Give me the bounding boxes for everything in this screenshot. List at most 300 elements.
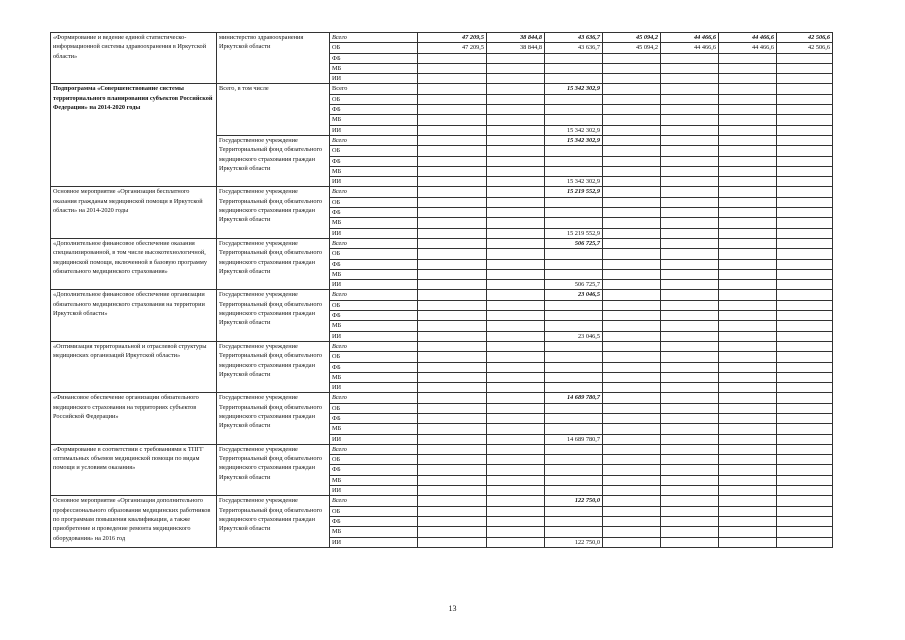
- amount-cell: 44 466,6: [661, 33, 719, 43]
- amount-cell: [777, 187, 833, 197]
- amount-cell: [777, 177, 833, 187]
- amount-cell: [545, 403, 603, 413]
- executor-cell: Государственное учреждение Территориальный фонд обязательного медицинского страхования граждан Иркутской области: [217, 290, 330, 341]
- funding-source-label: ИИ: [330, 228, 418, 238]
- amount-cell: [418, 228, 487, 238]
- amount-cell: [418, 63, 487, 73]
- funding-source-label: ОБ: [330, 94, 418, 104]
- funding-source-label: ФБ: [330, 516, 418, 526]
- amount-cell: [719, 280, 777, 290]
- amount-cell: [418, 259, 487, 269]
- amount-cell: [487, 208, 545, 218]
- page-number: 13: [448, 604, 457, 613]
- amount-cell: 45 094,2: [603, 33, 661, 43]
- amount-cell: [661, 146, 719, 156]
- amount-cell: [777, 341, 833, 351]
- amount-cell: [545, 352, 603, 362]
- table-row: [51, 84, 833, 94]
- amount-cell: [418, 125, 487, 135]
- amount-cell: [418, 269, 487, 279]
- amount-cell: [719, 496, 777, 506]
- amount-cell: [719, 506, 777, 516]
- amount-cell: 14 689 780,7: [545, 393, 603, 403]
- amount-cell: [777, 300, 833, 310]
- amount-cell: [418, 74, 487, 84]
- funding-source-label: Всего: [330, 33, 418, 43]
- amount-cell: [418, 249, 487, 259]
- funding-source-label: ИИ: [330, 434, 418, 444]
- amount-cell: [545, 516, 603, 526]
- amount-cell: [661, 208, 719, 218]
- amount-cell: [487, 506, 545, 516]
- amount-cell: [603, 331, 661, 341]
- amount-cell: [418, 486, 487, 496]
- amount-cell: [487, 475, 545, 485]
- funding-source-label: ИИ: [330, 383, 418, 393]
- amount-cell: [545, 424, 603, 434]
- amount-cell: [661, 135, 719, 145]
- table-row: [51, 187, 833, 197]
- amount-cell: [719, 249, 777, 259]
- funding-source-label: Всего: [330, 135, 418, 145]
- amount-cell: [719, 352, 777, 362]
- amount-cell: [777, 434, 833, 444]
- amount-cell: [719, 259, 777, 269]
- funding-source-label: ИИ: [330, 280, 418, 290]
- amount-cell: [777, 537, 833, 547]
- amount-cell: [603, 444, 661, 454]
- amount-cell: [661, 259, 719, 269]
- amount-cell: [487, 465, 545, 475]
- amount-cell: [418, 115, 487, 125]
- amount-cell: [661, 383, 719, 393]
- amount-cell: [603, 424, 661, 434]
- amount-cell: [487, 321, 545, 331]
- amount-cell: 43 636,7: [545, 33, 603, 43]
- amount-cell: 506 725,7: [545, 280, 603, 290]
- amount-cell: [661, 413, 719, 423]
- amount-cell: [777, 115, 833, 125]
- amount-cell: [777, 218, 833, 228]
- amount-cell: [487, 228, 545, 238]
- amount-cell: [487, 84, 545, 94]
- executor-cell: Государственное учреждение Территориальный фонд обязательного медицинского страхования граждан Иркутской области: [217, 238, 330, 289]
- amount-cell: [545, 506, 603, 516]
- amount-cell: [418, 393, 487, 403]
- amount-cell: [545, 115, 603, 125]
- amount-cell: [777, 506, 833, 516]
- funding-source-label: Всего: [330, 444, 418, 454]
- amount-cell: [719, 146, 777, 156]
- amount-cell: [603, 434, 661, 444]
- amount-cell: [603, 280, 661, 290]
- funding-source-label: ОБ: [330, 197, 418, 207]
- funding-source-label: ИИ: [330, 177, 418, 187]
- amount-cell: [487, 53, 545, 63]
- funding-source-label: ФБ: [330, 259, 418, 269]
- amount-cell: [661, 290, 719, 300]
- amount-cell: [603, 177, 661, 187]
- amount-cell: [719, 156, 777, 166]
- amount-cell: [777, 135, 833, 145]
- amount-cell: [777, 197, 833, 207]
- amount-cell: [418, 506, 487, 516]
- amount-cell: [418, 372, 487, 382]
- amount-cell: [418, 341, 487, 351]
- amount-cell: [545, 218, 603, 228]
- amount-cell: [719, 403, 777, 413]
- amount-cell: [418, 475, 487, 485]
- amount-cell: [719, 74, 777, 84]
- amount-cell: [777, 269, 833, 279]
- amount-cell: 38 844,8: [487, 33, 545, 43]
- amount-cell: [719, 516, 777, 526]
- amount-cell: [777, 413, 833, 423]
- funding-source-label: ОБ: [330, 506, 418, 516]
- amount-cell: [777, 527, 833, 537]
- amount-cell: [661, 506, 719, 516]
- funding-source-label: Всего: [330, 84, 418, 94]
- measure-name: «Финансовое обеспечение организации обязательного медицинского страхования на территориях субъектов Российской Федерации»: [51, 393, 217, 444]
- amount-cell: [603, 53, 661, 63]
- amount-cell: [719, 269, 777, 279]
- amount-cell: [603, 166, 661, 176]
- amount-cell: [603, 228, 661, 238]
- amount-cell: [603, 156, 661, 166]
- amount-cell: [545, 63, 603, 73]
- amount-cell: [603, 506, 661, 516]
- amount-cell: 15 342 302,9: [545, 177, 603, 187]
- amount-cell: [719, 300, 777, 310]
- amount-cell: 15 342 302,9: [545, 135, 603, 145]
- amount-cell: [603, 105, 661, 115]
- amount-cell: [777, 53, 833, 63]
- amount-cell: [661, 455, 719, 465]
- amount-cell: [777, 362, 833, 372]
- amount-cell: [603, 321, 661, 331]
- amount-cell: [545, 486, 603, 496]
- amount-cell: [418, 383, 487, 393]
- amount-cell: [777, 516, 833, 526]
- amount-cell: [661, 280, 719, 290]
- amount-cell: [603, 393, 661, 403]
- funding-source-label: ФБ: [330, 208, 418, 218]
- amount-cell: [661, 527, 719, 537]
- amount-cell: 15 342 302,9: [545, 84, 603, 94]
- funding-source-label: МБ: [330, 321, 418, 331]
- funding-source-label: ОБ: [330, 146, 418, 156]
- amount-cell: [603, 290, 661, 300]
- amount-cell: [777, 486, 833, 496]
- amount-cell: [545, 197, 603, 207]
- amount-cell: [545, 166, 603, 176]
- amount-cell: [719, 177, 777, 187]
- table-row: [51, 33, 833, 43]
- amount-cell: [777, 424, 833, 434]
- measure-name: Подпрограмма «Совершенствование системы территориального планирования субъектов Российской Федерации» на 2014-2020 годы: [51, 84, 217, 187]
- amount-cell: [487, 413, 545, 423]
- funding-source-label: Всего: [330, 187, 418, 197]
- amount-cell: [661, 218, 719, 228]
- amount-cell: [661, 403, 719, 413]
- amount-cell: [545, 362, 603, 372]
- amount-cell: [719, 208, 777, 218]
- amount-cell: [603, 146, 661, 156]
- amount-cell: [661, 269, 719, 279]
- amount-cell: [603, 413, 661, 423]
- amount-cell: [603, 74, 661, 84]
- amount-cell: [719, 444, 777, 454]
- amount-cell: [719, 115, 777, 125]
- executor-cell: Государственное учреждение Территориальный фонд обязательного медицинского страхования граждан Иркутской области: [217, 341, 330, 392]
- amount-cell: [719, 362, 777, 372]
- amount-cell: [487, 527, 545, 537]
- amount-cell: 23 046,5: [545, 290, 603, 300]
- amount-cell: [661, 105, 719, 115]
- funding-source-label: ИИ: [330, 125, 418, 135]
- amount-cell: [719, 331, 777, 341]
- measure-name: «Оптимизация территориальной и отраслевой структуры медицинских организаций Иркутской области»: [51, 341, 217, 392]
- amount-cell: 15 342 302,9: [545, 125, 603, 135]
- amount-cell: [545, 105, 603, 115]
- amount-cell: [661, 311, 719, 321]
- amount-cell: 122 750,0: [545, 537, 603, 547]
- amount-cell: [661, 166, 719, 176]
- funding-source-label: ОБ: [330, 249, 418, 259]
- amount-cell: [661, 84, 719, 94]
- amount-cell: [487, 496, 545, 506]
- amount-cell: [777, 259, 833, 269]
- funding-source-label: ОБ: [330, 300, 418, 310]
- funding-source-label: ИИ: [330, 537, 418, 547]
- amount-cell: [487, 434, 545, 444]
- executor-cell: Государственное учреждение Территориальный фонд обязательного медицинского страхования граждан Иркутской области: [217, 393, 330, 444]
- amount-cell: [777, 208, 833, 218]
- amount-cell: [545, 156, 603, 166]
- amount-cell: [487, 135, 545, 145]
- amount-cell: [661, 424, 719, 434]
- amount-cell: [487, 383, 545, 393]
- amount-cell: [777, 94, 833, 104]
- amount-cell: [777, 393, 833, 403]
- amount-cell: 122 750,0: [545, 496, 603, 506]
- amount-cell: [661, 341, 719, 351]
- amount-cell: [719, 537, 777, 547]
- amount-cell: [719, 311, 777, 321]
- amount-cell: [603, 362, 661, 372]
- amount-cell: [487, 280, 545, 290]
- measure-name: Основное мероприятие «Организация дополнительного профессионального образования медицинских работников по программам повышения квалификации, а также приобретение и проведение ремонта медицинского оборудования» на 2016 год: [51, 496, 217, 547]
- funding-source-label: Всего: [330, 341, 418, 351]
- amount-cell: [661, 94, 719, 104]
- amount-cell: [719, 475, 777, 485]
- amount-cell: [418, 238, 487, 248]
- amount-cell: [603, 516, 661, 526]
- funding-source-label: МБ: [330, 115, 418, 125]
- amount-cell: [719, 372, 777, 382]
- amount-cell: [661, 228, 719, 238]
- amount-cell: [418, 218, 487, 228]
- amount-cell: [418, 434, 487, 444]
- amount-cell: [719, 125, 777, 135]
- amount-cell: [418, 465, 487, 475]
- amount-cell: [661, 53, 719, 63]
- amount-cell: [603, 352, 661, 362]
- amount-cell: [487, 300, 545, 310]
- amount-cell: [487, 362, 545, 372]
- amount-cell: [777, 249, 833, 259]
- amount-cell: [545, 259, 603, 269]
- table-row: [51, 238, 833, 248]
- amount-cell: [418, 166, 487, 176]
- amount-cell: [418, 94, 487, 104]
- amount-cell: [661, 74, 719, 84]
- amount-cell: [418, 311, 487, 321]
- executor-cell: Всего, в том числе: [217, 84, 330, 135]
- funding-source-label: МБ: [330, 424, 418, 434]
- amount-cell: [487, 166, 545, 176]
- measure-name: «Формирование и ведение единой статистическо-информационной системы здравоохранения в Иркутской области»: [51, 33, 217, 84]
- funding-source-label: Всего: [330, 496, 418, 506]
- amount-cell: [418, 362, 487, 372]
- amount-cell: [719, 527, 777, 537]
- amount-cell: [719, 341, 777, 351]
- amount-cell: [719, 105, 777, 115]
- amount-cell: [418, 444, 487, 454]
- amount-cell: [719, 434, 777, 444]
- amount-cell: [661, 362, 719, 372]
- amount-cell: [418, 455, 487, 465]
- funding-source-label: ОБ: [330, 43, 418, 53]
- amount-cell: [719, 187, 777, 197]
- amount-cell: [487, 393, 545, 403]
- funding-source-label: Всего: [330, 393, 418, 403]
- amount-cell: [719, 135, 777, 145]
- amount-cell: [719, 228, 777, 238]
- amount-cell: [719, 290, 777, 300]
- amount-cell: 14 689 780,7: [545, 434, 603, 444]
- amount-cell: [777, 125, 833, 135]
- table-row: [51, 290, 833, 300]
- amount-cell: 47 209,5: [418, 33, 487, 43]
- amount-cell: [603, 403, 661, 413]
- amount-cell: [487, 249, 545, 259]
- amount-cell: [545, 455, 603, 465]
- amount-cell: [661, 516, 719, 526]
- amount-cell: [719, 63, 777, 73]
- amount-cell: [777, 290, 833, 300]
- amount-cell: [777, 228, 833, 238]
- amount-cell: [603, 259, 661, 269]
- amount-cell: 45 094,2: [603, 43, 661, 53]
- amount-cell: [603, 455, 661, 465]
- amount-cell: [545, 383, 603, 393]
- amount-cell: 43 636,7: [545, 43, 603, 53]
- amount-cell: [777, 166, 833, 176]
- amount-cell: [418, 321, 487, 331]
- amount-cell: [603, 475, 661, 485]
- amount-cell: [661, 300, 719, 310]
- amount-cell: [719, 84, 777, 94]
- amount-cell: [719, 53, 777, 63]
- amount-cell: [418, 537, 487, 547]
- amount-cell: [487, 218, 545, 228]
- executor-cell: министерство здравоохранения Иркутской области: [217, 33, 330, 84]
- amount-cell: [418, 496, 487, 506]
- amount-cell: [603, 311, 661, 321]
- amount-cell: [487, 372, 545, 382]
- funding-source-label: ОБ: [330, 455, 418, 465]
- amount-cell: [777, 321, 833, 331]
- amount-cell: [487, 105, 545, 115]
- funding-source-label: ФБ: [330, 156, 418, 166]
- amount-cell: [719, 218, 777, 228]
- amount-cell: [777, 156, 833, 166]
- amount-cell: [661, 331, 719, 341]
- amount-cell: [777, 372, 833, 382]
- amount-cell: [487, 311, 545, 321]
- amount-cell: [418, 135, 487, 145]
- amount-cell: [603, 249, 661, 259]
- amount-cell: [418, 403, 487, 413]
- amount-cell: [777, 105, 833, 115]
- amount-cell: [603, 115, 661, 125]
- amount-cell: 44 466,6: [719, 43, 777, 53]
- amount-cell: [603, 125, 661, 135]
- amount-cell: [545, 475, 603, 485]
- amount-cell: [545, 208, 603, 218]
- amount-cell: [603, 341, 661, 351]
- amount-cell: [418, 527, 487, 537]
- amount-cell: [418, 331, 487, 341]
- funding-source-label: ФБ: [330, 105, 418, 115]
- amount-cell: [719, 465, 777, 475]
- funding-source-label: ИИ: [330, 486, 418, 496]
- funding-source-label: Всего: [330, 290, 418, 300]
- amount-cell: [661, 537, 719, 547]
- funding-source-label: ИИ: [330, 331, 418, 341]
- amount-cell: 42 506,6: [777, 43, 833, 53]
- amount-cell: [603, 527, 661, 537]
- amount-cell: [487, 352, 545, 362]
- amount-cell: 42 506,6: [777, 33, 833, 43]
- funding-source-label: ОБ: [330, 403, 418, 413]
- amount-cell: [487, 187, 545, 197]
- measure-name: «Формирование в соответствии с требованиями к ТПГГ оптимальных объемов медицинской помощи по видам помощи и условиям оказания»: [51, 444, 217, 495]
- amount-cell: [603, 372, 661, 382]
- measure-name: «Дополнительное финансовое обеспечение оказания специализированной, в том числе высокотехнологичной, медицинской помощи, включенной в базовую программу обязательного медицинского страхования»: [51, 238, 217, 289]
- amount-cell: [487, 455, 545, 465]
- amount-cell: [661, 486, 719, 496]
- amount-cell: [545, 74, 603, 84]
- amount-cell: 44 466,6: [661, 43, 719, 53]
- amount-cell: [719, 455, 777, 465]
- amount-cell: [603, 383, 661, 393]
- amount-cell: [603, 197, 661, 207]
- amount-cell: [661, 63, 719, 73]
- amount-cell: 506 725,7: [545, 238, 603, 248]
- amount-cell: [545, 249, 603, 259]
- amount-cell: [719, 413, 777, 423]
- amount-cell: [418, 516, 487, 526]
- amount-cell: [777, 352, 833, 362]
- amount-cell: [545, 413, 603, 423]
- amount-cell: [661, 434, 719, 444]
- amount-cell: [418, 413, 487, 423]
- amount-cell: 47 209,5: [418, 43, 487, 53]
- amount-cell: [777, 146, 833, 156]
- amount-cell: [487, 197, 545, 207]
